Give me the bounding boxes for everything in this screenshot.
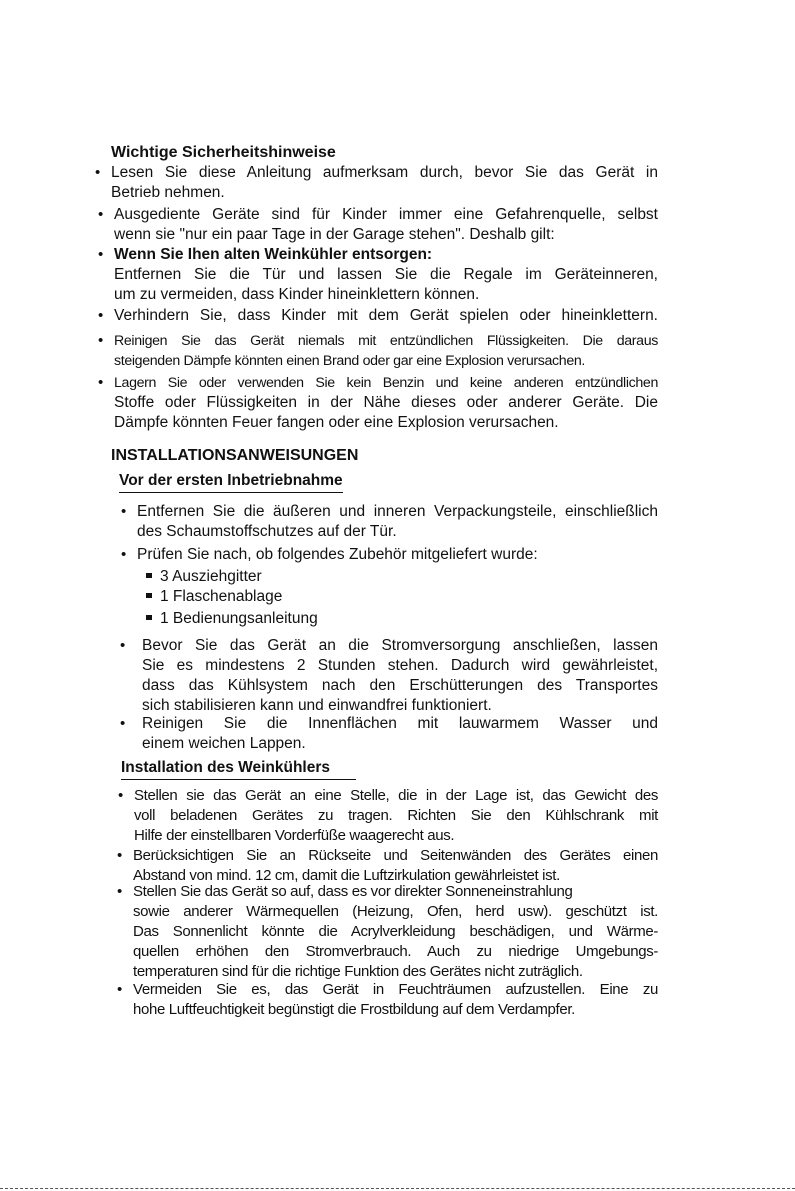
bullet-icon: • [120, 715, 126, 732]
bullet-icon: • [95, 164, 101, 181]
item-line: Das Sonnenlicht könnte die Acrylverkleidung beschädigen, und Wärme- [133, 923, 658, 940]
square-bullet-icon [146, 593, 152, 598]
item-line: um zu vermeiden, dass Kinder hineinklettern können. [114, 286, 480, 303]
square-bullet-icon [146, 615, 152, 620]
item-line: steigenden Dämpfe könnten einen Brand oder gar eine Explosion verursachen. [114, 353, 585, 369]
accessory-item [146, 587, 282, 607]
item-line: Stoffe oder Flüssigkeiten in der Nähe dieses oder anderer Geräte. Die [114, 394, 658, 411]
item-line: quellen erhöhen den Stromverbrauch. Auch zu niedrige Umgebungs- [133, 943, 658, 960]
accessory-label: 3 Ausziehgitter [160, 568, 262, 585]
bullet-icon: • [98, 246, 104, 263]
safety-item-2 [98, 205, 658, 245]
bullet-icon: • [121, 546, 127, 563]
item-line: einem weichen Lappen. [142, 735, 306, 752]
bullet-icon: • [117, 883, 122, 900]
item-line: Entfernen Sie die Tür und lassen Sie die Regale im Geräteinneren, [114, 266, 658, 283]
setup-item-3 [117, 882, 658, 982]
before-item-4 [120, 714, 658, 754]
before-item-2 [121, 545, 658, 565]
item-line: dass das Kühlsystem nach den Erschütterungen des Transportes [142, 677, 658, 694]
item-line: Lesen Sie diese Anleitung aufmerksam durch, bevor Sie das Gerät in [111, 164, 658, 181]
item-line: Berücksichtigen Sie an Rückseite und Seitenwänden des Gerätes einen [133, 847, 658, 864]
item-line: sowie anderer Wärmequellen (Heizung, Ofen, herd usw). geschützt ist. [133, 903, 658, 920]
item-line: sich stabilisieren kann und einwandfrei funktioniert. [142, 697, 492, 714]
item-line: des Schaumstoffschutzes auf der Tür. [137, 523, 397, 540]
setup-item-1 [118, 786, 658, 846]
item-line: Dämpfe könnten Feuer fangen oder eine Explosion verursachen. [114, 414, 559, 431]
item-line: Reinigen Sie das Gerät niemals mit entzündlichen Flüssigkeiten. Die daraus [114, 333, 658, 349]
installation-heading: INSTALLATIONSANWEISUNGEN [111, 447, 359, 464]
item-line: Lagern Sie oder verwenden Sie kein Benzin und keine anderen entzündlichen [114, 375, 658, 391]
accessory-item [146, 567, 262, 587]
item-line: Betrieb nehmen. [111, 184, 225, 201]
bullet-icon: • [98, 374, 104, 391]
before-item-3 [120, 636, 658, 716]
bullet-icon: • [98, 307, 104, 324]
item-line: voll beladenen Gerätes zu tragen. Richten Sie den Kühlschrank mit [134, 807, 658, 824]
safety-item-3 [98, 245, 658, 305]
square-bullet-icon [146, 573, 152, 578]
setup-item-4 [117, 980, 658, 1020]
bullet-icon: • [117, 981, 122, 998]
page-bottom-rule [0, 1188, 795, 1189]
item-line: Stellen Sie das Gerät so auf, dass es vor direkter Sonneneinstrahlung [133, 883, 573, 900]
item-line: Ausgediente Geräte sind für Kinder immer eine Gefahrenquelle, selbst [114, 206, 658, 223]
bullet-icon: • [98, 332, 103, 349]
safety-heading: Wichtige Sicherheitshinweise [111, 144, 336, 161]
item-line: Hilfe der einstellbaren Vorderfüße waagerecht aus. [134, 827, 455, 844]
item-line: Stellen sie das Gerät an eine Stelle, die in der Lage ist, das Gewicht des [134, 787, 658, 804]
before-first-use-heading: Vor der ersten Inbetriebnahme [119, 471, 343, 493]
bullet-icon: • [120, 637, 126, 654]
item-line: Abstand von mind. 12 cm, damit die Luftzirkulation gewährleistet ist. [133, 867, 560, 884]
item-line: Reinigen Sie die Innenflächen mit lauwarmem Wasser und [142, 715, 658, 732]
bullet-icon: • [98, 206, 104, 223]
item-line: Prüfen Sie nach, ob folgendes Zubehör mitgeliefert wurde: [137, 546, 538, 563]
item-line: temperaturen sind für die richtige Funktion des Gerätes nicht zuträglich. [133, 963, 583, 980]
item-line: Bevor Sie das Gerät an die Stromversorgung anschließen, lassen [142, 637, 658, 654]
safety-item-4 [98, 306, 658, 326]
setup-item-2 [117, 846, 658, 886]
installation-setup-heading: Installation des Weinkühlers [121, 758, 356, 780]
before-item-1 [121, 502, 658, 542]
item-line-bold: Wenn Sie Ihen alten Weinkühler entsorgen: [114, 246, 433, 263]
bullet-icon: • [118, 787, 123, 804]
accessory-label: 1 Bedienungsanleitung [160, 610, 318, 627]
bullet-icon: • [117, 847, 122, 864]
bullet-icon: • [121, 503, 127, 520]
item-line: Verhindern Sie, dass Kinder mit dem Gerät spielen oder hineinklettern. [114, 307, 658, 324]
accessory-label: 1 Flaschenablage [160, 588, 283, 605]
item-line: Vermeiden Sie es, das Gerät in Feuchträumen aufzustellen. Eine zu [133, 981, 658, 998]
item-line: wenn sie "nur ein paar Tage in der Garage stehen". Deshalb gilt: [114, 226, 555, 243]
accessory-item [146, 609, 318, 629]
item-line: Entfernen Sie die äußeren und inneren Verpackungsteile, einschließlich [137, 503, 658, 520]
safety-item-6 [98, 373, 658, 433]
item-line: hohe Luftfeuchtigkeit begünstigt die Frostbildung auf dem Verdampfer. [133, 1001, 575, 1018]
safety-item-5 [98, 331, 658, 371]
safety-item-1 [95, 163, 658, 203]
item-line: Sie es mindestens 2 Stunden stehen. Dadurch wird gewährleistet, [142, 657, 658, 674]
